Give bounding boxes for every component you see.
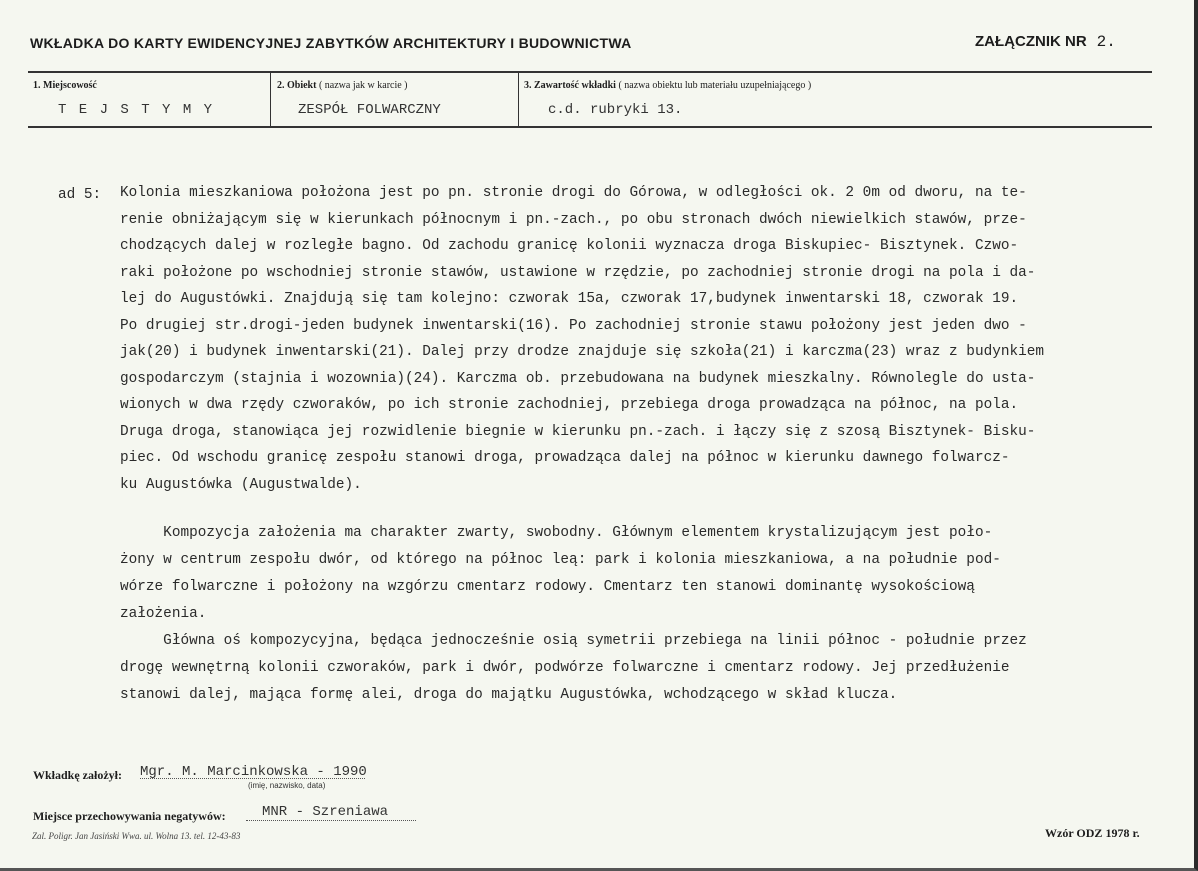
text-line: wionych w dwa rzędy czworaków, po ich stronie zachodniej, przebiega droga prowadząca na północ, na pola. [120,397,1019,413]
object-value: ZESPÓŁ FOLWARCZNY [298,102,441,118]
printer-imprint: Zal. Poligr. Jan Jasiński Wwa. ul. Wolna 13. tel. 12-43-83 [32,831,241,841]
text-line: chodzących dalej w rozległe bagno. Od zachodu granicę kolonii wyznacza droga Biskupiec- Bisztynek. Czwo- [120,238,1019,254]
text-line: raki położone po wschodniej stronie stawów, ustawione w rzędzie, po zachodniej stronie drogi na pola i da- [120,264,1036,281]
text-line: stanowi dalej, mająca formę alei, droga do majątku Augustówka, wchodzącego w skład klucza. [120,687,898,703]
text-line: założenia. [120,606,207,622]
storage-dotted-line [246,820,416,821]
negatives-storage-label: Miejsce przechowywania negatywów: [33,809,226,823]
text-line: Po drugiej str.drogi-jeden budynek inwentarski(16). Po zachodniej stronie stawu położony jest jeden dwo - [120,317,1027,334]
text-line: Główna oś kompozycyjna, będąca jednocześnie osią symetrii przebiega na linii północ - południe przez [120,633,1027,649]
author-label: Wkładkę założył: [33,768,122,782]
locality-label: 1. Miejscowość [33,80,97,91]
object-label: 2. Obiekt ( nazwa jak w karcie ) [277,80,408,91]
text-line: Kompozycja założenia ma charakter zwarty, swobodny. Głównym elementem krystalizującym jest poło- [120,525,993,541]
form-title: WKŁADKA DO KARTY EWIDENCYJNEJ ZABYTKÓW ARCHITEKTURY I BUDOWNICTWA [30,35,632,51]
contents-value: c.d. rubryki 13. [548,102,683,118]
text-line: renie obniżającym się w kierunkach północnym i pn.-zach., po obu stronach dwóch niewielkich stawów, prze- [120,211,1027,228]
locality-value: T E J S T Y M Y [58,102,215,118]
author-hint: (imię, nazwisko, data) [248,781,326,790]
author-value: Mgr. M. Marcinkowska - 1990 [140,764,367,780]
text-line: gospodarczym (stajnia i wozownia)(24). Karczma ob. przebudowana na budynek mieszkalny. Równolegle do usta- [120,370,1036,387]
text-line: piec. Od wschodu granicę zespołu stanowi droga, prowadząca dalej na północ w kierunku dawnego folwarcz- [120,450,1010,466]
text-line: Kolonia mieszkaniowa położona jest po pn. stronie drogi do Górowa, w odległości ok. 2 0m od dworu, na te- [120,185,1027,201]
text-line: lej do Augustówki. Znajdują się tam kolejno: czworak 15a, czworak 17,budynek inwentarski 18, czworak 19. [120,291,1019,307]
column-divider [518,73,519,126]
annex-heading [975,33,1116,51]
text-line: jak(20) i budynek inwentarski(21). Dalej przy drodze znajduje się szkoła(21) i karczma(23) wraz z budynkiem [120,344,1045,360]
text-line: Druga droga, stanowiąca jej rozwidlenie biegnie w kierunku pn.-zach. i łączy się z szosą Bisztynek- Bisku- [120,423,1036,440]
column-divider [270,73,271,126]
description-paragraph [120,180,1044,498]
header-bottom-rule [28,126,1152,128]
annex-label: ZAŁĄCZNIK NR [975,33,1087,50]
annex-number: 2. [1096,33,1116,51]
contents-label: 3. Zawartość wkładki ( nazwa obiektu lub materiału uzupełniającego ) [524,80,812,91]
header-top-rule [28,71,1152,73]
text-line: wórze folwarczne i położony na wzgórzu cmentarz rodowy. Cmentarz ten stanowi dominantę wysokościową [120,579,975,595]
section-reference: ad 5: [58,187,102,203]
form-pattern: Wzór ODZ 1978 r. [1045,826,1140,840]
text-line: drogę wewnętrną kolonii czworaków, park i dwór, podwórze folwarczne i cmentarz rodowy. Jej przedłużenie [120,660,1010,676]
composition-paragraph [120,520,1027,709]
text-line: ku Augustówka (Augustwalde). [120,476,362,493]
negatives-storage-value: MNR - Szreniawa [262,804,389,820]
text-line: żony w centrum zespołu dwór, od którego na północ leą: park i kolonia mieszkaniowa, a na południe pod- [120,552,1001,568]
